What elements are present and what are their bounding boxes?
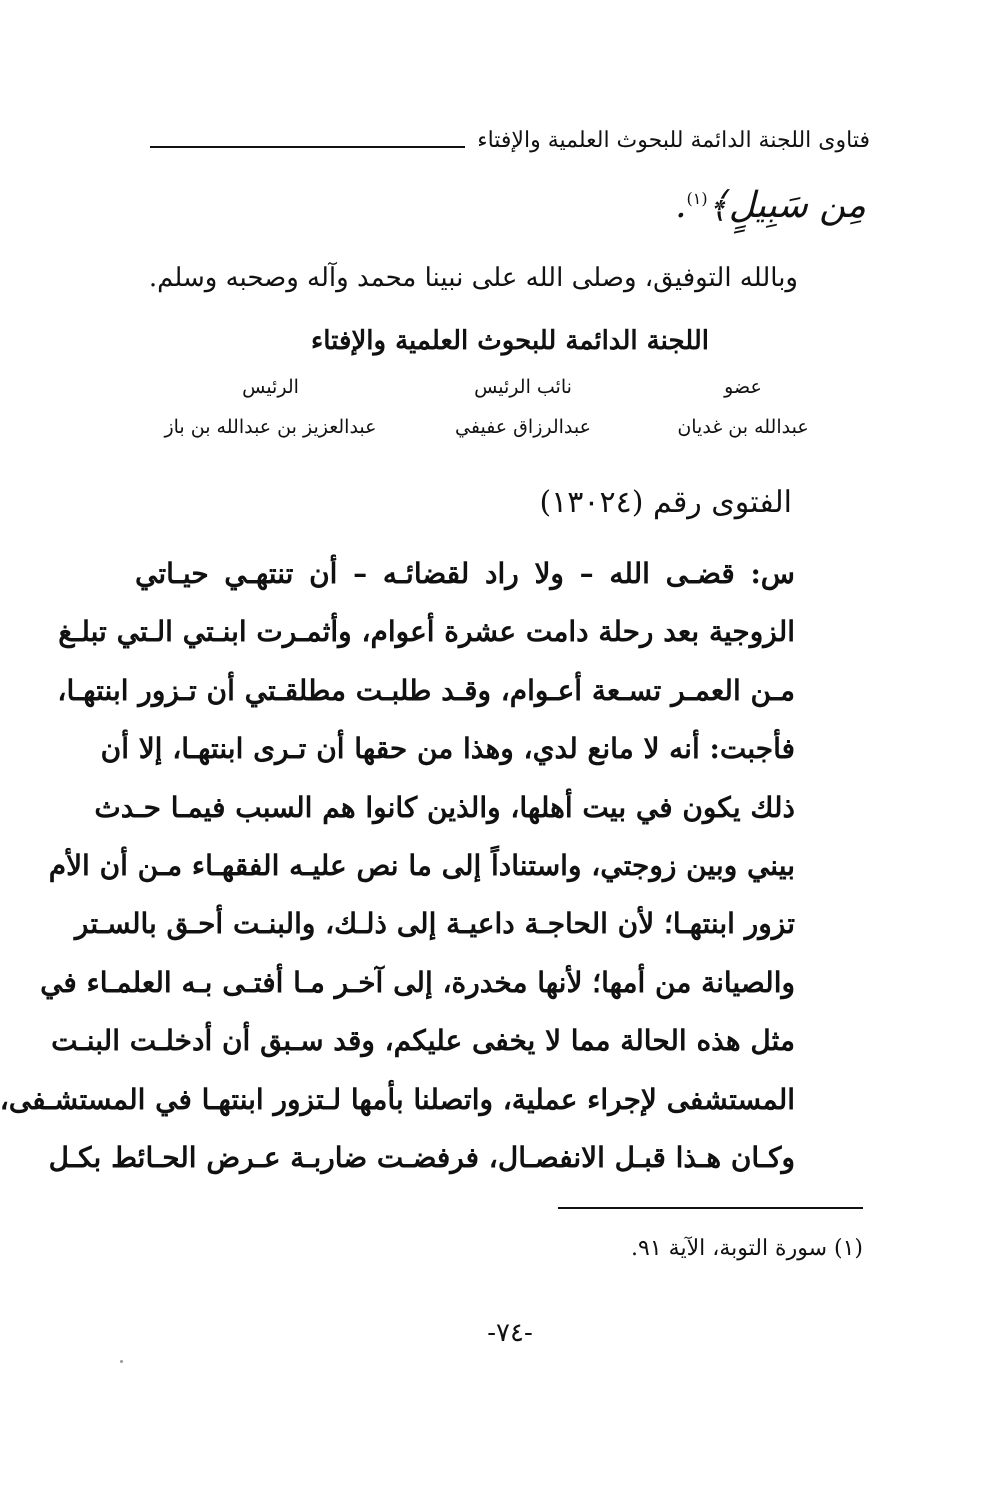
closing-formula: وبالله التوفيق، وصلى الله على نبينا محمد وآله وصحبه وسلم. [148,263,798,293]
signatory-name: عبدالرزاق عفيفي [455,416,591,438]
signatory-member [673,372,813,442]
quran-period: . [675,185,687,226]
footnote-rule [558,1207,863,1209]
signatory-vice-president [438,372,608,442]
signatories [153,372,813,462]
question-body [0,545,795,1187]
fatwa-number: الفتوى رقم (١٣٠٢٤) [539,485,792,520]
body-line: ذلك يكون في بيت أهلها، والذين كانوا هم السبب فيمـا حـدث [94,790,795,824]
signatory-name: عبدالله بن غديان [677,416,809,438]
body-line: المستشفى لإجراء عملية، واتصلنا بأمها لـتزور ابنتهـا في المستشـفى، [0,1082,795,1116]
signatory-role: نائب الرئيس [474,376,572,398]
running-header-title: فتاوى اللجنة الدائمة للبحوث العلمية والإفتاء [477,127,870,153]
quran-verse-text: مِن سَبِيلٍ [728,185,866,226]
footnote: (١) سورة التوبة، الآية ٩١. [631,1236,863,1261]
scan-speck [120,1360,123,1363]
body-line: تزور ابنتهـا؛ لأن الحاجـة داعيـة إلى ذلـك، والبنـت أحـق بالسـتر [74,907,795,941]
body-line: وكـان هـذا قبـل الانفصـال، فرفضـت ضاربـة عـرض الحـائط بكـل [48,1141,795,1175]
signatory-role: عضو [724,376,762,398]
body-line: س: قضـى الله – ولا راد لقضائـه – أن تنتهـي حيـاتي [135,557,795,590]
running-header [150,122,870,158]
page-number: -٧٤- [487,1318,533,1348]
body-line: مـن العمـر تسـعة أعـوام، وقـد طلبـت مطلقـتي أن تـزور ابنتهـا، [57,673,795,707]
signatory-role: الرئيس [242,376,299,398]
footnote-reference: (١) [686,189,708,208]
header-rule [150,146,465,148]
body-line: بيني وبين زوجتي، واستناداً إلى ما نص عليـه الفقهـاء مـن أن الأم [48,849,795,883]
committee-name: اللجنة الدائمة للبحوث العلمية والإفتاء [311,326,709,356]
body-line: والصيانة من أمها؛ لأنها مخدرة، إلى آخـر مـا أفتـى بـه العلمـاء في [40,965,795,999]
signatory-name: عبدالعزيز بن عبدالله بن باز [164,416,377,438]
quran-verse-ending [675,185,866,226]
body-line: الزوجية بعد رحلة دامت عشرة أعوام، وأثمـرت ابنـتي الـتي تبلـغ [58,615,795,649]
body-line: مثل هذه الحالة مما لا يخفى عليكم، وقد سـبق أن أدخلـت البنـت [51,1024,795,1058]
body-line: فأجبت: أنه لا مانع لدي، وهذا من حقها أن تـرى ابنتهـا، إلا أن [100,732,795,766]
quran-close-bracket: ﴾ [707,185,729,226]
signatory-president [153,372,388,442]
